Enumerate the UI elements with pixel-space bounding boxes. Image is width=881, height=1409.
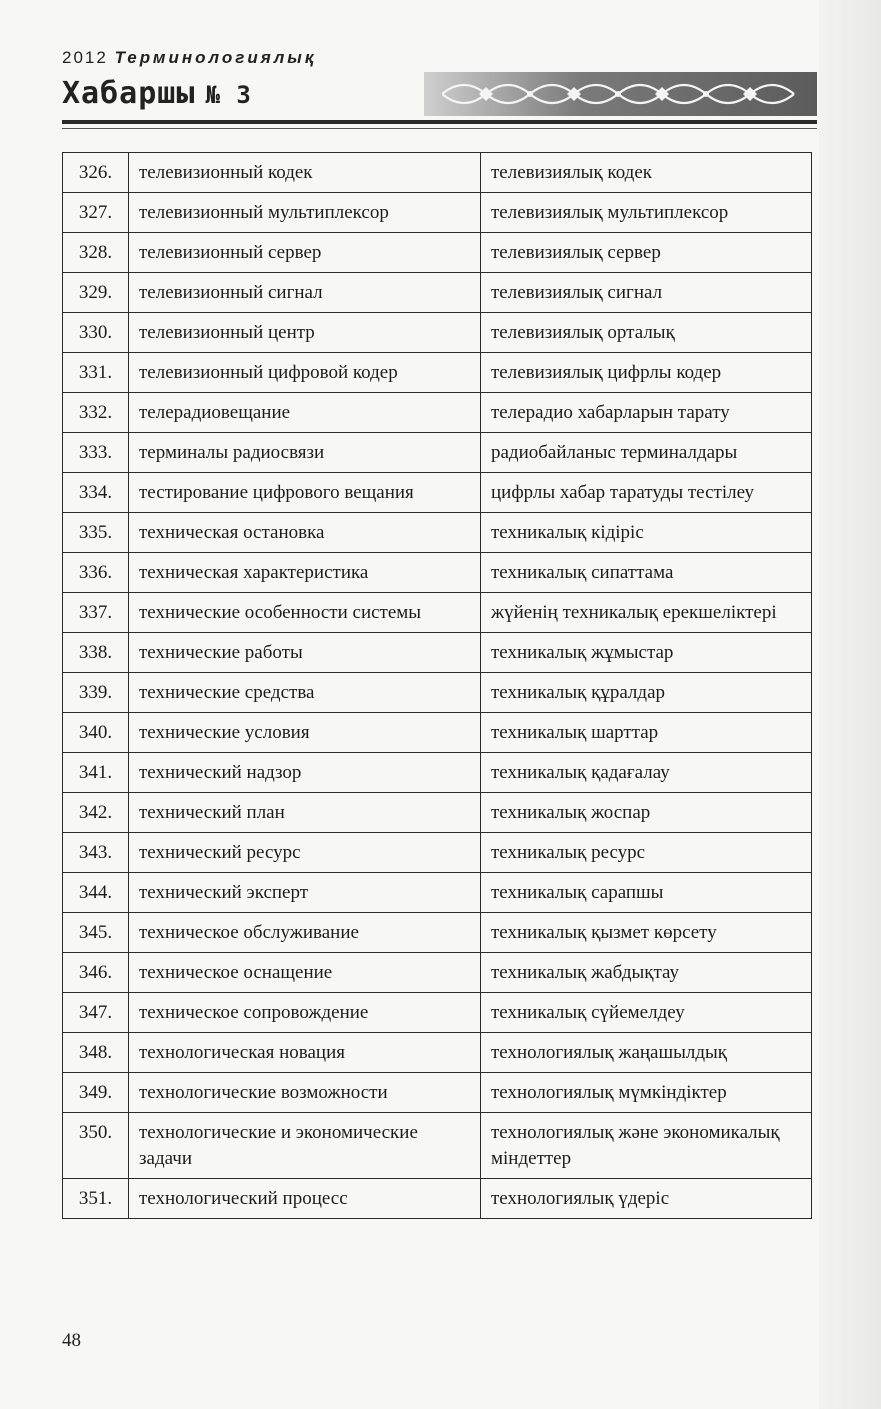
russian-term: телевизионный мультиплексор <box>129 193 481 233</box>
table-row <box>63 593 812 633</box>
row-number: 330. <box>63 313 129 353</box>
russian-term: тестирование цифрового вещания <box>129 473 481 513</box>
table-row <box>63 393 812 433</box>
kazakh-term: телевизиялық цифрлы кодер <box>481 353 812 393</box>
kazakh-term: телевизиялық орталық <box>481 313 812 353</box>
kazakh-term: телевизиялық кодек <box>481 153 812 193</box>
row-number: 347. <box>63 993 129 1033</box>
kazakh-term: технологиялық жаңашылдық <box>481 1033 812 1073</box>
header-title-line <box>62 76 252 111</box>
russian-term: телевизионный центр <box>129 313 481 353</box>
table-row <box>63 473 812 513</box>
kazakh-term: телерадио хабарларын тарату <box>481 393 812 433</box>
kazakh-term: техникалық кідіріс <box>481 513 812 553</box>
row-number: 337. <box>63 593 129 633</box>
page-edge-shadow <box>819 0 881 1409</box>
kazakh-term: техникалық сүйемелдеу <box>481 993 812 1033</box>
table-row <box>63 553 812 593</box>
row-number: 338. <box>63 633 129 673</box>
russian-term: технические условия <box>129 713 481 753</box>
kazakh-term: техникалық жабдықтау <box>481 953 812 993</box>
terminology-table <box>62 152 812 1219</box>
row-number: 344. <box>63 873 129 913</box>
kazakh-term: техникалық шарттар <box>481 713 812 753</box>
row-number: 329. <box>63 273 129 313</box>
russian-term: технический эксперт <box>129 873 481 913</box>
header-rule-thin <box>62 128 817 129</box>
kazakh-term: технологиялық үдеріс <box>481 1179 812 1219</box>
kazakh-term: жүйенің техникалық ерекшеліктері <box>481 593 812 633</box>
russian-term: телевизионный цифровой кодер <box>129 353 481 393</box>
kazakh-term: техникалық құралдар <box>481 673 812 713</box>
table-row <box>63 433 812 473</box>
row-number: 333. <box>63 433 129 473</box>
kazakh-term: техникалық жұмыстар <box>481 633 812 673</box>
table-row <box>63 953 812 993</box>
russian-term: телерадиовещание <box>129 393 481 433</box>
russian-term: технический ресурс <box>129 833 481 873</box>
ornament-pattern-icon <box>442 78 798 110</box>
table-row <box>63 193 812 233</box>
russian-term: технологические и экономические задачи <box>129 1113 481 1179</box>
row-number: 350. <box>63 1113 129 1179</box>
table-row <box>63 993 812 1033</box>
kazakh-term: цифрлы хабар таратуды тестілеу <box>481 473 812 513</box>
russian-term: техническая характеристика <box>129 553 481 593</box>
russian-term: технические особенности системы <box>129 593 481 633</box>
kazakh-term: техникалық ресурс <box>481 833 812 873</box>
russian-term: технические работы <box>129 633 481 673</box>
row-number: 335. <box>63 513 129 553</box>
header-year-line <box>62 48 316 68</box>
header-rule-thick <box>62 120 817 124</box>
row-number: 326. <box>63 153 129 193</box>
russian-term: терминалы радиосвязи <box>129 433 481 473</box>
row-number: 339. <box>63 673 129 713</box>
page-number: 48 <box>62 1330 81 1351</box>
row-number: 348. <box>63 1033 129 1073</box>
journal-header <box>62 44 817 136</box>
russian-term: техническое оснащение <box>129 953 481 993</box>
table-row <box>63 1073 812 1113</box>
header-journal-word: Терминологиялық <box>114 48 317 67</box>
kazakh-term: техникалық қызмет көрсету <box>481 913 812 953</box>
row-number: 340. <box>63 713 129 753</box>
row-number: 336. <box>63 553 129 593</box>
kazakh-term: техникалық жоспар <box>481 793 812 833</box>
kazakh-term: телевизиялық сигнал <box>481 273 812 313</box>
row-number: 328. <box>63 233 129 273</box>
kazakh-term: техникалық сарапшы <box>481 873 812 913</box>
kazakh-term: техникалық қадағалау <box>481 753 812 793</box>
table-row <box>63 1113 812 1179</box>
table-row <box>63 713 812 753</box>
kazakh-term: технологиялық мүмкіндіктер <box>481 1073 812 1113</box>
russian-term: телевизионный сервер <box>129 233 481 273</box>
table-row <box>63 673 812 713</box>
table-row <box>63 273 812 313</box>
header-issue: № 3 <box>205 81 252 109</box>
russian-term: техническая остановка <box>129 513 481 553</box>
table-row <box>63 873 812 913</box>
russian-term: технические средства <box>129 673 481 713</box>
kazakh-term: техникалық сипаттама <box>481 553 812 593</box>
russian-term: технический надзор <box>129 753 481 793</box>
table-row <box>63 313 812 353</box>
russian-term: техническое обслуживание <box>129 913 481 953</box>
kazakh-term: радиобайланыс терминалдары <box>481 433 812 473</box>
russian-term: техническое сопровождение <box>129 993 481 1033</box>
table-row <box>63 753 812 793</box>
header-title: Хабаршы <box>62 76 196 111</box>
table-row <box>63 913 812 953</box>
table-row <box>63 833 812 873</box>
table-row <box>63 353 812 393</box>
table-row <box>63 633 812 673</box>
row-number: 351. <box>63 1179 129 1219</box>
row-number: 343. <box>63 833 129 873</box>
row-number: 334. <box>63 473 129 513</box>
kazakh-term: телевизиялық мультиплексор <box>481 193 812 233</box>
table-row <box>63 1033 812 1073</box>
table-row <box>63 153 812 193</box>
russian-term: технологическая новация <box>129 1033 481 1073</box>
header-year: 2012 <box>62 48 108 67</box>
ornament-band <box>424 72 817 116</box>
row-number: 345. <box>63 913 129 953</box>
kazakh-term: технологиялық және экономикалық міндеттер <box>481 1113 812 1179</box>
table-row <box>63 233 812 273</box>
row-number: 331. <box>63 353 129 393</box>
row-number: 349. <box>63 1073 129 1113</box>
table-row <box>63 793 812 833</box>
row-number: 341. <box>63 753 129 793</box>
russian-term: телевизионный кодек <box>129 153 481 193</box>
russian-term: технологические возможности <box>129 1073 481 1113</box>
row-number: 342. <box>63 793 129 833</box>
russian-term: технологический процесс <box>129 1179 481 1219</box>
table-row <box>63 513 812 553</box>
kazakh-term: телевизиялық сервер <box>481 233 812 273</box>
terminology-table-body <box>63 153 812 1219</box>
row-number: 332. <box>63 393 129 433</box>
row-number: 346. <box>63 953 129 993</box>
russian-term: технический план <box>129 793 481 833</box>
russian-term: телевизионный сигнал <box>129 273 481 313</box>
table-row <box>63 1179 812 1219</box>
row-number: 327. <box>63 193 129 233</box>
